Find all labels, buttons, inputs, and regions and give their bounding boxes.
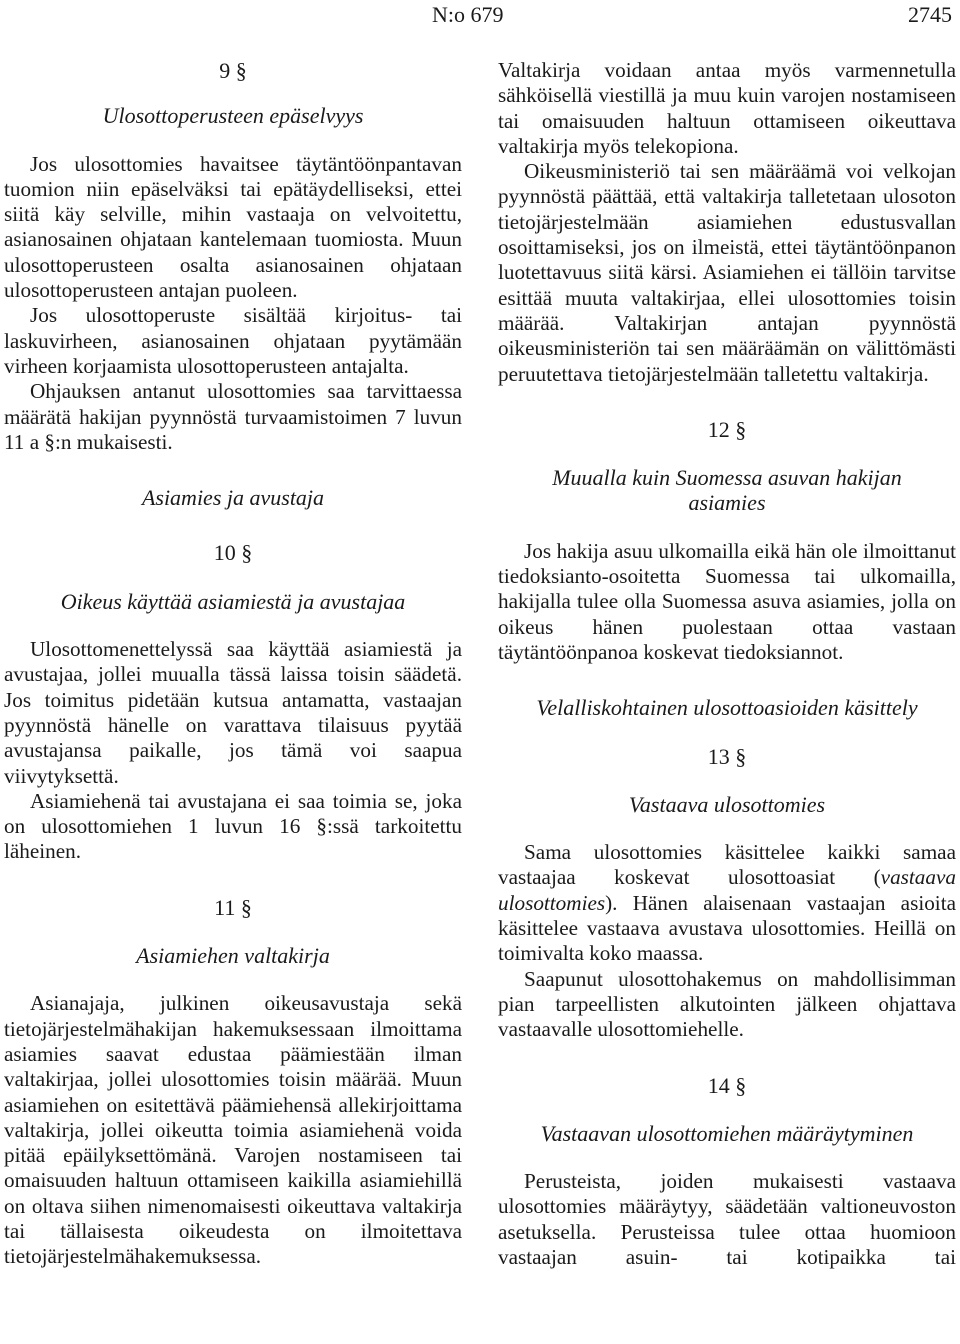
section-10-title: Oikeus käyttää asiamiestä ja avustajaa [60,588,406,614]
page-number: 2745 [908,2,952,27]
section-11-number: 11 § [214,894,252,920]
section-13-para-1-start: Sama ulosottomies käsittelee kaikki samaa vastaajaa koskevat ulosottoasiat ( [498,840,956,890]
section-10-para-1: Ulosottomenettelyssä saa käyttää asiamiestä ja avustajaa, jollei muualla tässä laissa toisin säädetä. Jos toimitus pidetään kutsua antamatta, vastaajan pyynnöstä hänelle on varattava tilaisuus pyytää avustajansa paikalle, jos tämä voi saapua viivytyksettä. [4,637,462,788]
section-12-title-line-2: asiamies [688,490,766,516]
section-9-para-2: Jos ulosottoperuste sisältää kirjoitus- tai laskuvirheen, asianosainen ohjataan pyytämään virheen korjaamista ulosottoperusteen antajalta. [4,303,462,378]
section-13-defined-term: vastaava ulosottomies [498,865,956,915]
section-10-para-2: Asiamiehenä tai avustajana ei saa toimia se, joka on ulosottomiehen 1 luvun 16 §:ssä tarkoitettu läheinen. [4,788,462,864]
statute-number: N:o 679 [432,2,504,27]
section-12-para-1: Jos hakija asuu ulkomailla eikä hän ole ilmoittanut tiedoksianto-osoitetta Suomessa tai ulkomailla, hakijalla tulee olla Suomessa asuva asiamies, jolla on oikeus hänen puolestaan ottaa vastaan täytäntöönpanoa koskevat tiedoksiannot. [498,538,956,664]
left-column [4,58,462,1270]
section-12-number: 12 § [707,416,747,442]
section-14-title: Vastaavan ulosottomiehen määräytyminen [540,1120,914,1146]
right-column [498,58,956,1270]
chapter-heading-asiamies: Asiamies ja avustaja [141,485,325,511]
section-9-para-3: Ohjauksen antanut ulosottomies saa tarvittaessa määrätä hakijan pyynnöstä turvaamistoimen 7 luvun 11 a §:n mukaisesti. [4,379,462,454]
section-10-number: 10 § [213,540,253,566]
section-13-number: 13 § [707,743,747,769]
chapter-heading-velalliskohtainen: Velalliskohtainen ulosottoasioiden käsittely [536,695,918,721]
page-header [0,2,960,32]
section-12-title-line-1: Muualla kuin Suomessa asuvan hakijan [552,465,902,491]
section-9-para-1: Jos ulosottomies havaitsee täytäntöönpantavan tuomion niin epäselväksi tai epätäydelliseksi, ettei siitä käy selville, mihin vastaaja on velvoitettu, asianosainen ohjataan kantelemaan tuomiosta. Muun ulosottoperusteen osalta asianosainen ohjataan ulosottoperusteen antajan puoleen. [4,151,462,303]
section-9-number: 9 § [219,58,247,83]
section-11-para-3: Oikeusministeriö tai sen määräämä voi velkojan pyynnöstä päättää, että valtakirja talletetaan ulosoton tietojärjestelmään asiamiehen edustusvallan osoittamiseksi, jos on ilmeistä, ettei täytäntöönpanon luotettavuus siitä kärsi. Asiamiehen ei tällöin tarvitse esittää muuta valtakirjaa, ellei ulosottomies toisin määrää. Valtakirjan antajan pyynnöstä oikeusministeriön tai sen määräämän on välittömästi peruutettava tietojärjestelmään talletettu valtakirja. [498,159,956,386]
section-14-number: 14 § [707,1072,747,1098]
section-11-para-1: Asianajaja, julkinen oikeusavustaja sekä tietojärjestelmähakijan hakemuksessaan ilmoittama asiamies saavat edustaa päämiestään ilman valtakirjaa, jollei ulosottomies toisin määrää. Muun asiamiehen on esitettävä päämiehensä allekirjoittama valtakirja, jollei oikeutta toimia asiamiehenä voida pitää epäilyksettömänä. Varojen nostamiseen tai omaisuuden haltuun ottamiseen kaikilla asiamiehillä on oltava siihen nimenomaisesti oikeuttava valtakirja tai tällaisesta oikeudesta on ilmoitettava tietojärjestelmähakemuksessa. [4,991,462,1269]
section-13-para-2: Saapunut ulosottohakemus on mahdollisimman pian tarpeellisten alkutointen jälkeen ohjattava vastaavalle ulosottomiehelle. [498,966,956,1042]
section-9-title: Ulosottoperusteen epäselvyys [102,103,364,129]
section-13-para-1-end: ). Hänen alaisenaan vastaajan asioita käsittelee vastaava avustava ulosottomies. Heillä on toimivalta koko maassa. [498,890,956,966]
section-13-para-1 [498,840,956,966]
section-11-para-2: Valtakirja voidaan antaa myös varmennetulla sähköisellä viestillä ja muu kuin varojen nostamiseen tai omaisuuden haltuun ottamiseen oikeuttava valtakirja myös telekopiona. [498,58,956,158]
section-14-para-1: Perusteista, joiden mukaisesti vastaava ulosottomies määräytyy, säädetään valtioneuvoston asetuksella. Perusteissa tulee ottaa huomioon vastaajan asuin- tai kotipaikka tai [498,1169,956,1269]
section-13-title: Vastaava ulosottomies [628,791,826,817]
section-11-title: Asiamiehen valtakirja [136,943,330,969]
